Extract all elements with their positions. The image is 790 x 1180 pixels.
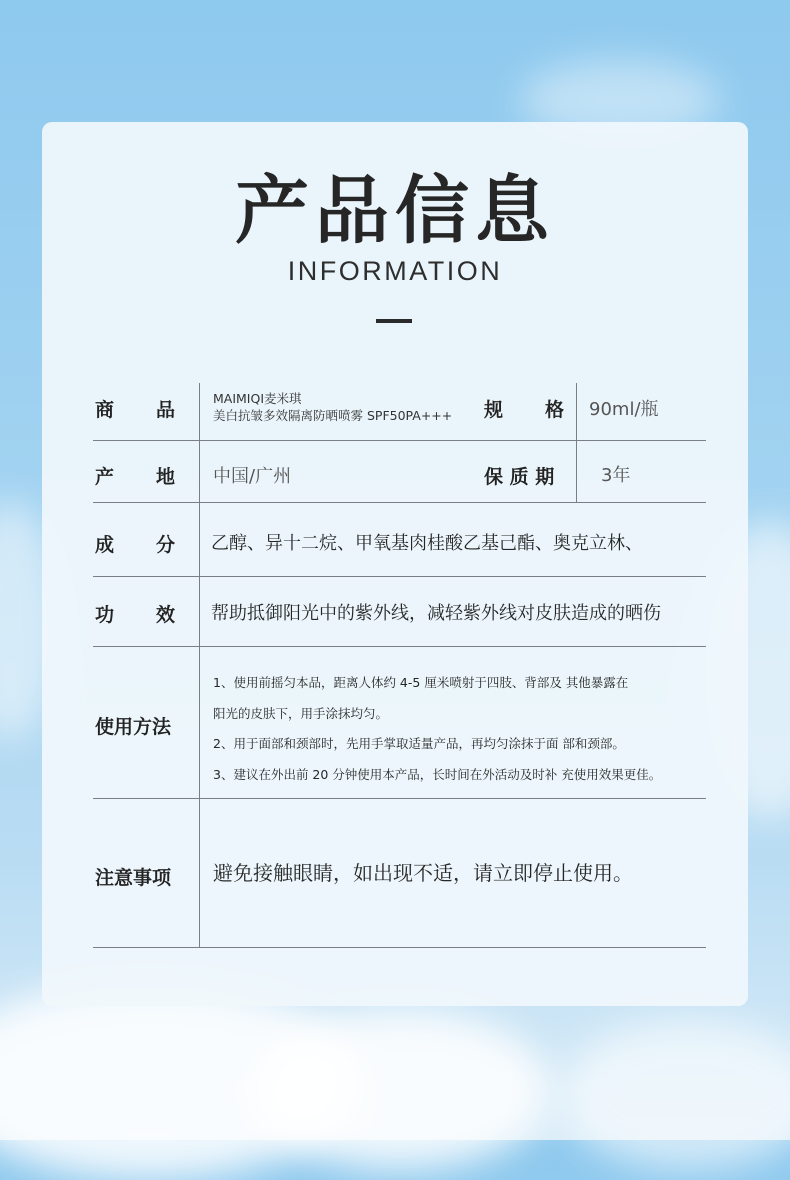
table-rule <box>93 576 706 577</box>
cloud-decoration <box>250 1010 550 1170</box>
cloud-decoration <box>560 1020 790 1170</box>
product-label: 商 <box>95 399 115 421</box>
table-column-divider <box>199 383 200 947</box>
usage-line: 2、用于面部和颈部时，先用手掌取适量产品，再均匀涂抹于面 部和颈部。 <box>213 736 625 751</box>
table-rule <box>93 798 706 799</box>
title-divider <box>376 319 412 323</box>
spec-value: 90ml/瓶 <box>589 399 659 420</box>
table-rule <box>93 440 706 441</box>
product-description: 美白抗皱多效隔离防晒喷雾 SPF50PA+++ <box>213 408 453 423</box>
caution-value: 避免接触眼睛，如出现不适，请立即停止使用。 <box>213 861 633 885</box>
shelf-life-label: 保 质 期 <box>484 466 555 488</box>
usage-line: 1、使用前摇匀本品，距离人体约 4-5 厘米喷射于四肢、背部及 其他暴露在 <box>213 675 629 690</box>
efficacy-value: 帮助抵御阳光中的紫外线，减轻紫外线对皮肤造成的晒伤 <box>211 603 661 624</box>
usage-line: 3、建议在外出前 20 分钟使用本产品，长时间在外活动及时补 充使用效果更佳。 <box>213 767 662 782</box>
spec-label: 格 <box>545 399 565 421</box>
shelf-life-value: 3年 <box>601 465 631 486</box>
page-title: 产品信息 <box>235 168 555 254</box>
origin-label: 地 <box>156 466 176 488</box>
usage-label: 使用方法 <box>95 716 172 738</box>
page-subtitle: INFORMATION <box>287 256 503 286</box>
table-column-divider <box>576 383 577 502</box>
table-rule <box>93 947 706 948</box>
efficacy-label: 效 <box>156 604 176 626</box>
product-name: MAIMIQI麦米琪 <box>213 391 302 406</box>
caution-label: 注意事项 <box>95 867 172 889</box>
product-label: 品 <box>156 399 176 421</box>
spec-label: 规 <box>484 399 504 421</box>
ingredients-value: 乙醇、异十二烷、甲氧基肉桂酸乙基己酯、奥克立林、 <box>211 533 643 554</box>
ingredients-label: 分 <box>156 534 176 556</box>
origin-label: 产 <box>95 466 115 488</box>
efficacy-label: 功 <box>95 604 115 626</box>
origin-value: 中国/广州 <box>213 466 292 487</box>
table-rule <box>93 502 706 503</box>
usage-line: 阳光的皮肤下，用手涂抹均匀。 <box>213 706 389 721</box>
table-rule <box>93 646 706 647</box>
ingredients-label: 成 <box>95 534 115 556</box>
